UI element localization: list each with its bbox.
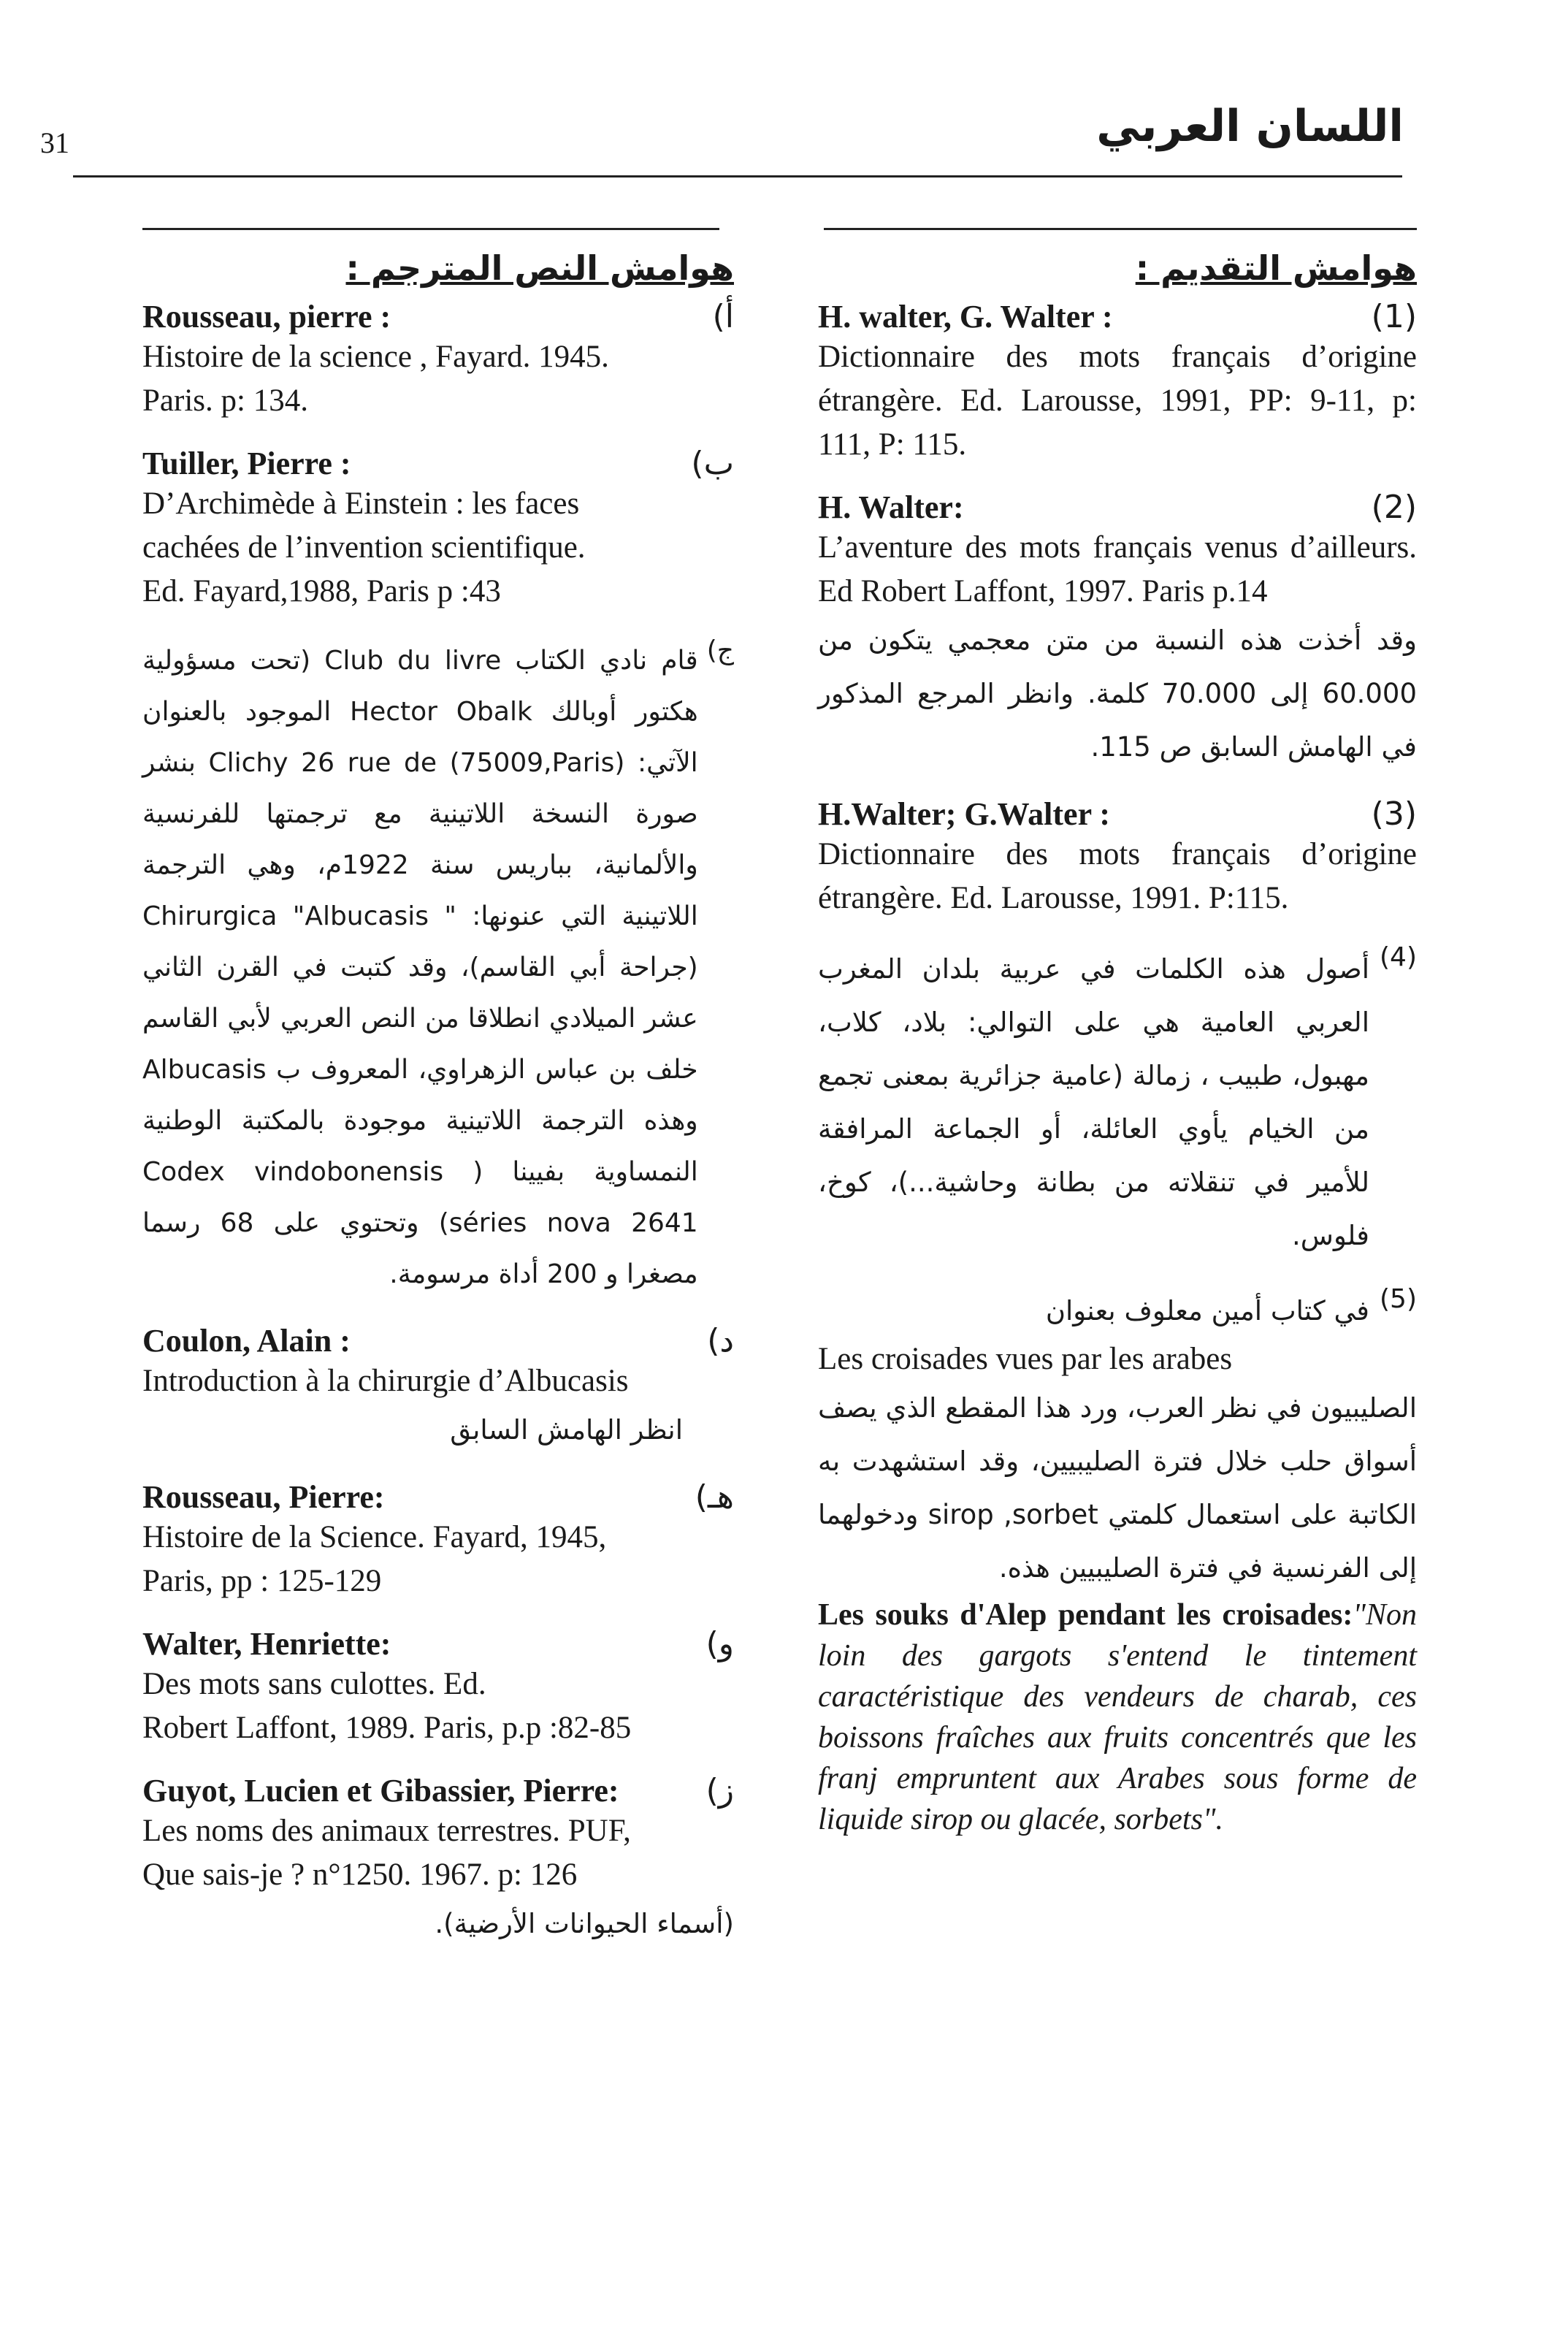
footnote-arabic-intro: في كتاب أمين معلوف بعنوان [1045,1295,1369,1326]
footnote-e [142,1478,734,1603]
footnote-marker: (ب [691,445,734,482]
footnote-line: Paris, pp : 125-129 [142,1564,382,1598]
footnote-marker: (و [705,1625,734,1662]
footnote-arabic-note: (أسماء الحيوانات الأرضية). [435,1908,734,1939]
footnote-marker: (ز [705,1772,734,1809]
footnote-author: Walter, Henriette: [142,1626,391,1662]
footnote-author: Coulon, Alain : [142,1323,351,1359]
footnote-marker: (4) [1380,942,1417,972]
footnote-c [142,635,734,1300]
left-column [142,248,734,1972]
footnote-line: Paris. p: 134. [142,383,308,418]
footnote-b [142,445,734,614]
footnote-author: H. walter, G. Walter : [818,299,1113,335]
footnote-2 [818,489,1417,774]
header-rule [73,175,1402,177]
footnote-arabic-note: انظر الهامش السابق [450,1414,683,1446]
book-title: Les croisades vues par les arabes [818,1342,1233,1376]
footnote-line: Ed. Fayard,1988, Paris p :43 [142,574,501,608]
french-quote [818,1595,1417,1840]
footnote-line: Robert Laffont, 1989. Paris, p.p :82-85 [142,1711,632,1745]
footnote-arabic-text: وقد أخذت هذه النسبة من متن معجمي يتكون من 60.000 إلى 70.000 كلمة. وانظر المرجع المذكور في الهامش السابق ص 115. [818,625,1417,763]
footnote-author: Tuiller, Pierre : [142,446,351,481]
footnote-line: Des mots sans culottes. Ed. [142,1667,486,1701]
footnote-1 [818,298,1417,467]
left-column-rule [142,228,719,230]
footnote-marker: (ج [706,635,734,665]
footnote-author: Guyot, Lucien et Gibassier, Pierre: [142,1773,619,1809]
footnote-5 [818,1284,1417,1840]
footnote-text: Dictionnaire des mots français d’origine étrangère. Ed. Larousse, 1991, PP: 9-11, p: 111, P: 115. [818,340,1417,462]
footnote-f [142,1625,734,1750]
right-column-title: هوامش التقديم : [1135,248,1417,288]
footnote-marker: (3) [1371,795,1417,833]
footnote-text: L’aventure des mots français venus d’ailleurs. Ed Robert Laffont, 1997. Paris p.14 [818,530,1417,608]
quote-heading: Les souks d'Alep pendant les croisades: [818,1598,1353,1632]
footnote-line: Histoire de la science , Fayard. 1945. [142,340,609,374]
footnote-marker: (أ [712,298,734,335]
footnote-line: cachées de l’invention scientifique. [142,530,586,565]
footnote-text: Dictionnaire des mots français d’origine étrangère. Ed. Larousse, 1991. P:115. [818,837,1417,915]
footnote-marker: (هـ [695,1478,734,1516]
footnote-author: H. Walter: [818,489,964,525]
footnote-arabic-text: أصول هذه الكلمات في عربية بلدان المغرب العربي العامية هي على التوالي: بلاد، كلاب، مهبول، طبيب ، زمالة (عامية جزائرية بمعنى تجمع من الخيام يأوي العائلة، أو الجماعة المرافقة للأمير في تنقلاته من بطانة وحاشية...)، كوخ، فلوس. [818,953,1369,1251]
footnote-d [142,1322,734,1457]
footnote-marker: (5) [1380,1284,1417,1314]
footnote-line: Les noms des animaux terrestres. PUF, [142,1814,631,1848]
right-column-rule [824,228,1417,230]
footnote-author: Rousseau, pierre : [142,299,391,335]
right-column [818,248,1417,1862]
footnote-line: Que sais-je ? n°1250. 1967. p: 126 [142,1858,578,1892]
footnote-marker: (د [707,1322,734,1359]
footnote-line: Introduction à la chirurgie d’Albucasis [142,1364,629,1398]
footnote-arabic-text: الصليبيون في نظر العرب، ورد هذا المقطع الذي يصف أسواق حلب خلال فترة الصليبيين، وقد استشهدت به الكاتبة على استعمال كلمتي sirop ,sorbet ودخولهما إلى الفرنسية في فترة الصليبيين هذه. [818,1392,1417,1584]
footnote-marker: (1) [1371,298,1417,335]
journal-logo: اللسان العربي [1096,101,1404,152]
footnote-line: Histoire de la Science. Fayard, 1945, [142,1520,607,1554]
footnote-line: D’Archimède à Einstein : les faces [142,486,580,521]
left-column-title: هوامش النص المترجم : [345,248,734,288]
footnote-g [142,1772,734,1950]
footnote-author: H.Walter; G.Walter : [818,796,1110,832]
footnote-a [142,298,734,423]
page-number: 31 [40,126,69,159]
footnote-marker: (2) [1371,489,1417,526]
footnote-arabic-text: قام نادي الكتاب Club du livre (تحت مسؤولية هكتور أوبالك Hector Obalk الموجود بالعنوان الآتي: Clichy 26 rue de (75009,Paris) بنشر صورة النسخة اللاتينية مع ترجمتها للفرنسية والألمانية، بباريس سنة 1922م، وهي الترجمة اللاتينية التي عنونها: " Chirurgica "Albucasis (جراحة أبي القاسم)، وقد كتبت في القرن الثاني عشر الميلادي انطلاقا من النص العربي لأبي القاسم خلف بن عباس الزهراوي، المعروف ب Albucasis وهذه الترجمة اللاتينية موجودة بالمكتبة الوطنية النمساوية بفيينا ( Codex vindobonensis séries nova 2641) وتحتوي على 68 رسما مصغرا و 200 أداة مرسومة. [142,646,698,1289]
quote-text: "Non loin des gargots s'entend le tintement caractéristique des vendeurs de charab, ces boissons fraîches aux fruits concentrés que les franj empruntent aux Arabes sous forme de liquide sirop ou glacée, sorbets". [818,1598,1417,1836]
footnote-4 [818,942,1417,1262]
footnote-3 [818,795,1417,920]
footnote-author: Rousseau, Pierre: [142,1479,385,1515]
